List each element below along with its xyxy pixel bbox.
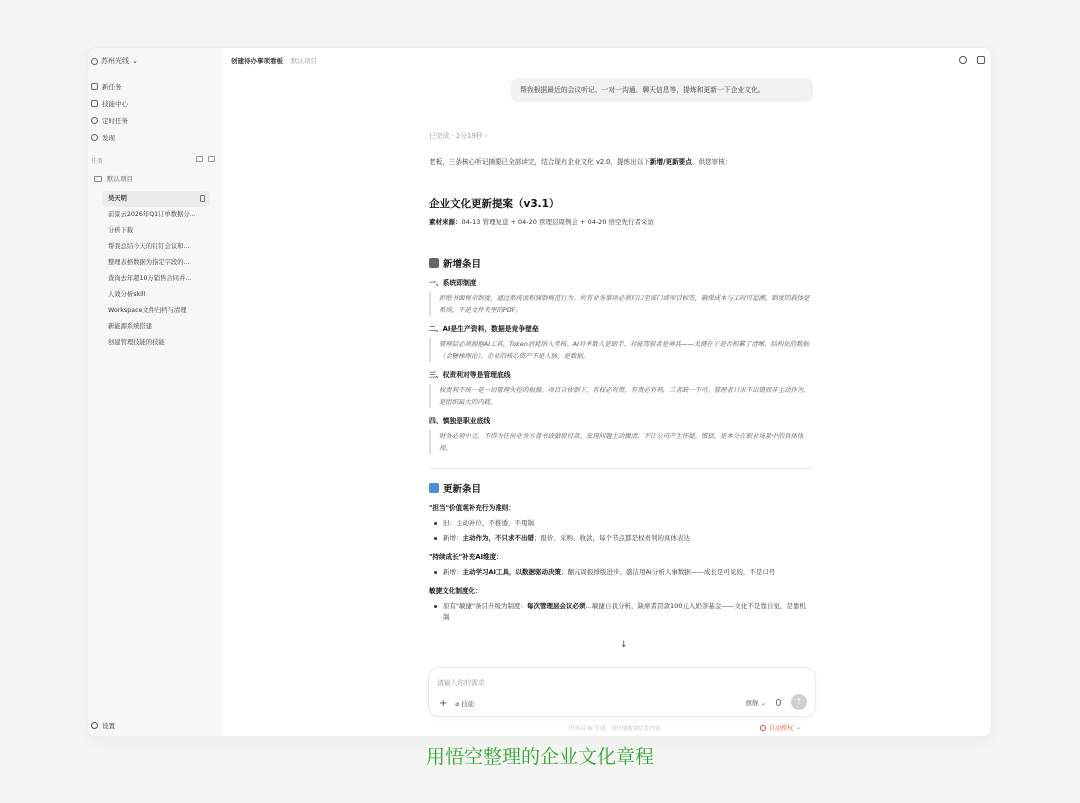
- scroll-down-icon[interactable]: ↓: [620, 640, 628, 650]
- tasks-header-label: 任务: [91, 158, 104, 165]
- bullet-text: ；翻亢周报排版进步、盛洁用AI分析人事数据——成长是可见的，不是口号: [560, 568, 776, 576]
- workspace-switcher[interactable]: [91, 56, 138, 66]
- app-window: [88, 48, 991, 736]
- folder-icon: [94, 176, 102, 182]
- nav-label: 技能中心: [102, 100, 128, 108]
- group-label: 敏捷文化制度化：: [429, 587, 482, 595]
- task-item[interactable]: 查询去年超10万销售合同并...: [108, 275, 192, 282]
- intro-text: ，供您审核：: [691, 158, 732, 166]
- item-quote: 财务必须中立，不得为任何业务方背书或做促付款。发现问题主动撤清，不让公司产生怀疑。慎独，是本分在职业场景中的具体体现。: [429, 430, 812, 454]
- mic-icon[interactable]: [776, 699, 781, 706]
- arrow-up-icon: ↑: [795, 697, 803, 706]
- composer-actions: [745, 694, 807, 710]
- auto-approve-label: 自动授权: [769, 725, 794, 732]
- source-text: 04-13 管理复盘 + 04-20 管理层周例会 + 04-20 悟空先行者采访: [461, 218, 655, 226]
- group-label: "担当"价值观补充行为准则：: [429, 504, 515, 512]
- bullet-text: 新增：: [443, 534, 463, 542]
- response-intro: [429, 156, 812, 166]
- source-line: [429, 217, 812, 226]
- trash-icon[interactable]: [200, 195, 205, 202]
- nav-label: 发现: [102, 134, 115, 142]
- settings-label: 设置: [102, 722, 115, 730]
- group-label: "持续成长"补充AI维度：: [429, 553, 503, 561]
- main-panel: [223, 48, 991, 736]
- sidebar-nav: [91, 78, 128, 146]
- task-item[interactable]: Workspace文件归档与清理: [108, 307, 187, 314]
- new-folder-icon[interactable]: [196, 156, 203, 162]
- clock-icon: [91, 117, 98, 124]
- nav-new-task[interactable]: [91, 78, 128, 95]
- update-items-heading: [429, 481, 812, 495]
- folder-default-project[interactable]: [94, 174, 133, 183]
- nav-label: 新任务: [102, 83, 122, 91]
- task-item[interactable]: 分析下载: [108, 227, 134, 234]
- header-actions: [959, 56, 985, 64]
- workspace-icon: [91, 58, 98, 65]
- message-input[interactable]: 请输入你的需求: [437, 679, 485, 687]
- item-heading: 四、慎独是职业底线: [429, 417, 491, 425]
- chevron-down-icon: ⌄: [796, 724, 802, 731]
- tasks-section-header: [91, 156, 215, 165]
- project-tag[interactable]: 默认项目: [291, 57, 317, 65]
- bullet-text: 新增：: [443, 568, 463, 576]
- help-icon[interactable]: [959, 56, 967, 64]
- source-label: 素材来源：: [429, 218, 462, 226]
- user-message: 帮我根据最近的会议听记、一对一沟通、聊天信息等，提炼和更新一下企业文化。: [511, 78, 813, 102]
- item-heading: 三、权责利对等是管理底线: [429, 371, 511, 379]
- completion-status[interactable]: 已完成 · 2分19秒 ›: [429, 132, 488, 140]
- composer-tools: [439, 699, 474, 708]
- item-heading: 一、系统即制度: [429, 279, 477, 287]
- bullet-text: ；报价、采购、收款，每个节点都是权责利的具体表达: [534, 534, 690, 542]
- skills-icon: [91, 100, 98, 107]
- item-quote: 权责利不统一是一切管理失控的根源。项目合伙制下，有权必有责，有责必有利，三者缺一不可。管理者只求不出错而非主动作为，是组织最大的内耗。: [429, 384, 812, 408]
- link-icon: ⌀: [455, 700, 462, 708]
- bullet-text: 旧：主动补位，不推诿，不甩锅: [443, 519, 534, 527]
- chevron-down-icon: ⌄: [760, 698, 766, 707]
- assistant-response: [429, 156, 812, 623]
- task-item[interactable]: 整理表格数据为指定字段的...: [108, 259, 190, 266]
- nav-discover[interactable]: [91, 129, 128, 146]
- filter-icon[interactable]: [208, 156, 215, 162]
- task-label: 吴天明: [108, 195, 127, 202]
- discover-icon: [91, 134, 98, 141]
- task-item[interactable]: 新能源系统搭建: [108, 323, 153, 330]
- folder-label: 默认项目: [107, 175, 133, 183]
- nav-skills[interactable]: [91, 95, 128, 112]
- conversation-header: [231, 56, 317, 65]
- bullet-item: [429, 567, 812, 578]
- skills-button[interactable]: [455, 699, 474, 708]
- divider: [429, 468, 812, 469]
- nav-label: 定时任务: [102, 117, 128, 125]
- task-item[interactable]: 人效分析skill: [108, 291, 146, 298]
- model-label: 旗舰: [745, 698, 759, 707]
- panel-toggle-icon[interactable]: [977, 56, 985, 64]
- caption: 用悟空整理的企业文化章程: [425, 746, 654, 768]
- nav-scheduled[interactable]: [91, 112, 128, 129]
- new-badge-icon: [429, 258, 439, 268]
- item-heading: 二、AI是生产资料，数据是竞争壁垒: [429, 325, 539, 333]
- bullet-item: [429, 518, 812, 529]
- edit-icon: [91, 83, 98, 90]
- skills-label: 技能: [461, 700, 475, 708]
- sidebar: [88, 48, 223, 736]
- section-title: 更新条目: [443, 484, 482, 495]
- task-item[interactable]: 前景云2026年Q1订单数据分...: [108, 211, 196, 218]
- workspace-name: 苏州光线: [101, 57, 129, 65]
- bullet-text: …敏捷自我分析，缺席者罚款100元入奶茶基金——文化不是靠自觉，是靠机制: [443, 602, 806, 621]
- section-title: 新增条目: [443, 259, 482, 270]
- bullet-text: 原有"敏捷"条目升级为制度：: [443, 602, 527, 610]
- composer: [429, 668, 815, 716]
- auto-approve-toggle[interactable]: [760, 723, 801, 732]
- intro-bold: 新增/更新要点: [649, 158, 692, 166]
- gear-icon: [91, 722, 98, 729]
- bullet-item: [429, 533, 812, 544]
- shield-icon: [760, 725, 766, 731]
- bullet-item: [429, 601, 812, 623]
- bullet-bold: 主动学习AI工具，以数据驱动决策: [462, 568, 561, 576]
- item-quote: 拒绝书面规章制度，通过系统流程强制规范行为。所有业务事项必须归口至部门或项目标签，确保成本与工时可追溯。制度的载体是系统，不是文件夹里的PDF。: [429, 292, 812, 316]
- task-item[interactable]: [102, 191, 210, 207]
- add-icon[interactable]: +: [439, 698, 448, 709]
- task-item[interactable]: 帮我总结今天的钉钉会议和...: [108, 243, 190, 250]
- update-badge-icon: [429, 483, 439, 493]
- send-button[interactable]: [791, 694, 807, 710]
- new-items-heading: [429, 256, 812, 270]
- settings-button[interactable]: [91, 721, 115, 730]
- ai-disclaimer: 内容由 AI 生成，请仔细甄别信息内容。: [569, 726, 666, 732]
- item-quote: 管理层必须拥抱AI工具，Token消耗纳入考核。AI对多数人是助手，对能驾驭者是神兵——关键在于是否积累了清晰、结构化的数据（金糖棒理论）。企业的核心资产不是人脉，是数据。: [429, 338, 812, 362]
- bullet-bold: 每次管理层会议必须: [526, 602, 586, 610]
- task-item[interactable]: 创建管理技能的技能: [108, 339, 165, 346]
- task-list: [102, 191, 210, 351]
- bullet-bold: 主动作为，不只求不出错: [462, 534, 534, 542]
- intro-text: 老板，三条核心听记摘要已全部读完，结合现有企业文化 v2.0，提炼出以下: [429, 158, 650, 166]
- proposal-title: 企业文化更新提案（v3.1）: [429, 198, 560, 210]
- chevron-down-icon: ⌄: [132, 57, 138, 65]
- model-select[interactable]: [745, 698, 766, 707]
- conversation-title: 创建待办事项看板: [231, 57, 283, 65]
